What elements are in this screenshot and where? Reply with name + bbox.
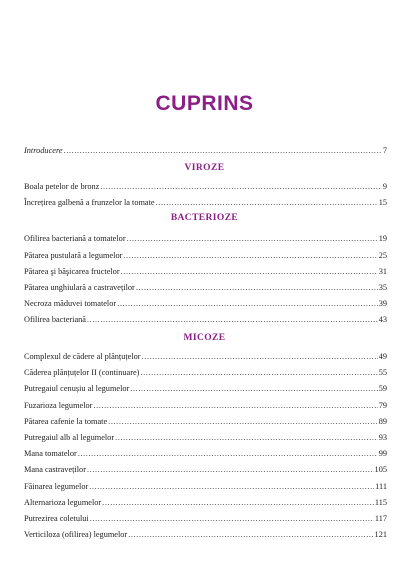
toc-entry-label: Fuzarioza legumelor: [24, 401, 93, 410]
toc-entry-page: 59: [378, 384, 387, 393]
toc-entry-page: 9: [382, 182, 387, 191]
toc-entry: [24, 513, 387, 524]
toc-entry-page: 79: [378, 401, 387, 410]
dot-leader: [123, 250, 377, 261]
toc-entry-label: Pătarea şi băşicarea fructelor: [24, 267, 120, 276]
toc-entry: [24, 233, 387, 244]
toc-entry: [24, 383, 387, 394]
toc-entry-label: Complexul de cădere al plănțuțelor: [24, 352, 141, 361]
toc-entry-label: Mana tomatelor: [24, 449, 77, 458]
toc-entry-label: Pătarea unghiulară a castraveților: [24, 283, 135, 292]
toc-entry: [24, 529, 387, 540]
toc-entry-page: 25: [378, 251, 387, 260]
toc-entry: [24, 481, 387, 492]
dot-leader: [108, 416, 378, 427]
toc-entry-page: 105: [374, 465, 387, 474]
page-title: CUPRINS: [155, 92, 254, 115]
dot-leader: [90, 513, 374, 524]
toc-entry-label: Verticiloza (ofilirea) legumelor: [24, 530, 128, 539]
toc-entry-page: 121: [374, 530, 387, 539]
dot-leader: [127, 233, 378, 244]
toc-entry: [24, 197, 387, 208]
toc-entry: [24, 416, 387, 427]
toc-entry-label: Alternarioza legumelor: [24, 498, 102, 507]
toc-entry-label: Necroza măduvei tomatelor: [24, 299, 117, 308]
toc-entry-label: Putrezirea coletului: [24, 514, 89, 523]
dot-leader: [136, 282, 378, 293]
toc-entry: [24, 266, 387, 277]
dot-leader: [140, 367, 377, 378]
toc-entry-page: 7: [382, 146, 387, 155]
dot-leader: [130, 383, 377, 394]
toc-entry: [24, 497, 387, 508]
toc-entry-page: 43: [378, 315, 387, 324]
toc-entry: [24, 400, 387, 411]
toc-entry-page: 39: [378, 299, 387, 308]
toc-entry-page: 111: [375, 482, 387, 491]
toc-entry-label: Pătarea pustulară a legumelor: [24, 251, 123, 260]
toc-entry: [24, 314, 387, 325]
dot-leader: [87, 314, 378, 325]
toc-entry: [24, 351, 387, 362]
dot-leader: [64, 145, 382, 156]
toc-entry-page: 99: [378, 449, 387, 458]
dot-leader: [121, 266, 378, 277]
toc-entry: [24, 448, 387, 459]
toc-entry-label: Mana castraveților: [24, 465, 86, 474]
toc-entry-page: 115: [374, 498, 387, 507]
toc-entry-page: 89: [378, 417, 387, 426]
toc-entry: [24, 367, 387, 378]
dot-leader: [87, 464, 374, 475]
toc-entry-label: Putregaiul cenușiu al legumelor: [24, 384, 130, 393]
toc-entry: [24, 298, 387, 309]
toc-entry-label: Făinarea legumelor: [24, 482, 89, 491]
toc-entry-page: 35: [378, 283, 387, 292]
dot-leader: [102, 497, 374, 508]
toc-entry-label: Ofilirea bacteriană: [24, 315, 86, 324]
toc-entry-label: Încrețirea galbenă a frunzelor la tomate: [24, 198, 155, 207]
dot-leader: [115, 432, 378, 443]
dot-leader: [142, 351, 378, 362]
toc-entry: [24, 250, 387, 261]
toc-entry-page: 15: [378, 198, 387, 207]
toc-entry-label: Pătarea cafenie la tomate: [24, 417, 108, 426]
dot-leader: [78, 448, 378, 459]
toc-entry: [24, 282, 387, 293]
toc-entry-page: 31: [378, 267, 387, 276]
toc-entry: [24, 432, 387, 443]
section-heading-viroze: VIROZE: [184, 163, 225, 173]
dot-leader: [100, 181, 382, 192]
toc-entry-label: Ofilirea bacteriană a tomatelor: [24, 234, 126, 243]
toc-entry-page: 49: [378, 352, 387, 361]
toc-entry-page: 55: [378, 368, 387, 377]
section-heading-bacterioze: BACTERIOZE: [170, 213, 239, 223]
dot-leader: [128, 529, 373, 540]
section-heading-micoze: MICOZE: [183, 333, 226, 343]
toc-entry-page: 117: [374, 514, 387, 523]
toc-entry: [24, 464, 387, 475]
toc-entry: [24, 181, 387, 192]
toc-entry-label: Căderea plănțuțelor II (continuare): [24, 368, 140, 377]
toc-entry-page: 93: [378, 433, 387, 442]
dot-leader: [156, 197, 378, 208]
toc-entry-introducere: [24, 145, 387, 156]
dot-leader: [117, 298, 378, 309]
dot-leader: [89, 481, 374, 492]
toc-entry-label: Introducere: [24, 146, 63, 155]
toc-entry-label: Putregaiul alb al legumelor: [24, 433, 115, 442]
dot-leader: [93, 400, 377, 411]
toc-entry-page: 19: [378, 234, 387, 243]
toc-entry-label: Boala petelor de bronz: [24, 182, 100, 191]
